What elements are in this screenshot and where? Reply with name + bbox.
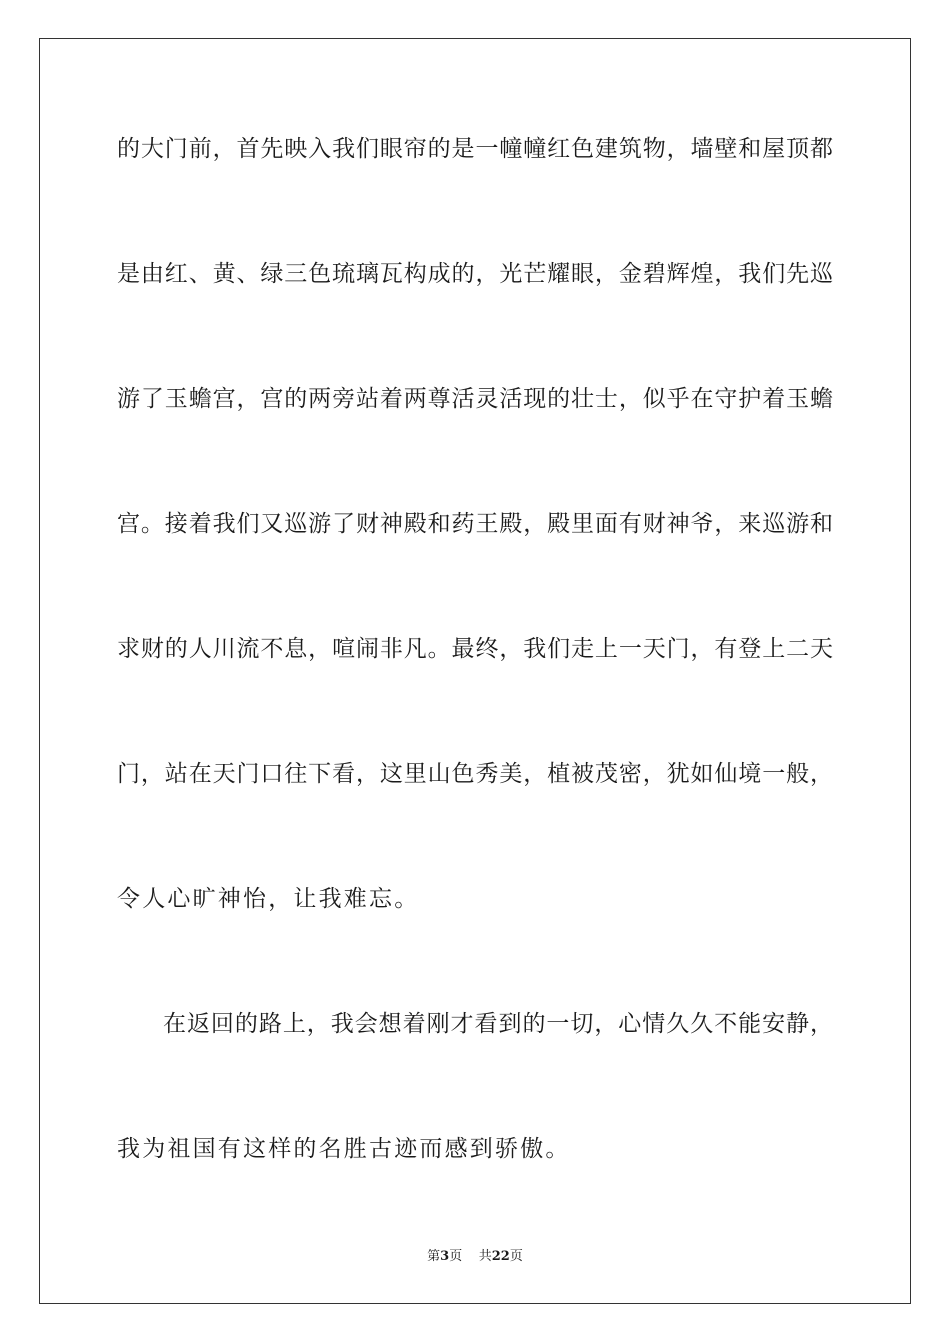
text-line: 我为祖国有这样的名胜古迹而感到骄傲。 (117, 1136, 571, 1162)
text-line: 令人心旷神怡，让我难忘。 (117, 886, 420, 912)
text-line: 宫。接着我们又巡游了财神殿和药王殿，殿里面有财神爷，来巡游和 (117, 511, 833, 537)
page-border (39, 38, 911, 1304)
page-footer (0, 1248, 950, 1266)
total-prefix: 共 (478, 1249, 492, 1264)
total-pages: 22 (491, 1249, 510, 1264)
page-prefix: 第 (427, 1249, 441, 1264)
page-suffix: 页 (449, 1249, 463, 1264)
text-line: 门，站在天门口往下看，这里山色秀美，植被茂密，犹如仙境一般， (117, 761, 833, 787)
text-line: 是由红、黄、绿三色琉璃瓦构成的，光芒耀眼，金碧辉煌，我们先巡 (117, 261, 833, 287)
page-number: 3 (440, 1249, 450, 1264)
text-line: 的大门前，首先映入我们眼帘的是一幢幢红色建筑物，墙壁和屋顶都 (117, 136, 833, 162)
paragraph-first-line: 在返回的路上，我会想着刚才看到的一切，心情久久不能安静， (163, 1011, 833, 1037)
text-line: 游了玉蟾宫，宫的两旁站着两尊活灵活现的壮士，似乎在守护着玉蟾 (117, 386, 833, 412)
total-suffix: 页 (509, 1249, 523, 1264)
text-line: 求财的人川流不息，喧闹非凡。最终，我们走上一天门，有登上二天 (117, 636, 833, 662)
